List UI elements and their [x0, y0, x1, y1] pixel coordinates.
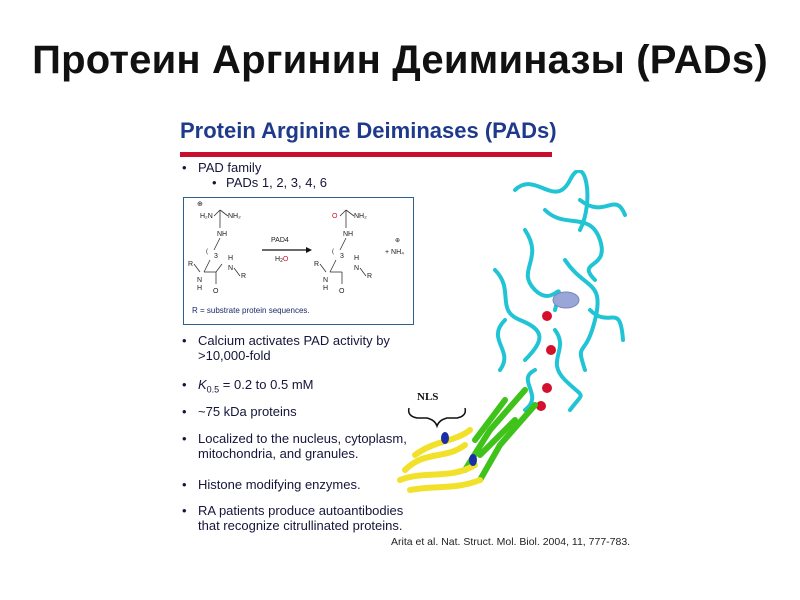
r-note: R = substrate protein sequences. — [192, 306, 310, 315]
svg-text:NH: NH — [217, 231, 228, 238]
svg-text:H: H — [323, 285, 329, 292]
svg-text:O: O — [332, 213, 338, 220]
citation: Arita et al. Nat. Struct. Mol. Biol. 2004, 11, 777-783. — [391, 536, 631, 548]
svg-text:O: O — [339, 288, 345, 295]
bullet-localized-line2: mitochondria, and granules. — [198, 446, 359, 461]
svg-text:3: 3 — [340, 253, 344, 260]
svg-text:N: N — [354, 265, 360, 272]
bullet-calcium-line2: >10,000-fold — [198, 348, 271, 363]
title-underline — [180, 152, 552, 157]
svg-text:NH₂: NH₂ — [228, 213, 241, 220]
svg-text:+ NH₄: + NH₄ — [385, 249, 405, 256]
svg-text:H2O: H2O — [275, 256, 289, 264]
svg-text:(: ( — [206, 249, 208, 255]
svg-text:R: R — [241, 273, 247, 280]
slide-title: Протеин Аргинин Деиминазы (PADs) — [32, 38, 768, 82]
nls-label: NLS — [417, 391, 439, 403]
bullet-ra-line2: that recognize citrullinated proteins. — [198, 518, 403, 533]
reaction-scheme — [183, 197, 414, 325]
protein-structure-image — [395, 170, 635, 525]
svg-text:NH₂: NH₂ — [354, 213, 367, 220]
svg-text:R: R — [314, 261, 320, 268]
svg-text:O: O — [213, 288, 219, 295]
bullet-calcium — [180, 333, 418, 363]
bullet-histone: • Histone modifying enzymes. — [180, 477, 418, 492]
bullet-k05 — [180, 377, 418, 398]
svg-text:⊕: ⊕ — [197, 201, 203, 208]
svg-text:N: N — [228, 265, 234, 272]
svg-text:H: H — [228, 255, 234, 262]
k-value: = 0.2 to 0.5 mM — [219, 377, 314, 392]
k-symbol: K — [198, 377, 207, 392]
bullet-pad-members: • PADs 1, 2, 3, 4, 6 — [180, 175, 400, 190]
svg-text:N: N — [197, 277, 203, 284]
svg-text:NH: NH — [343, 231, 354, 238]
bullet-localized — [180, 431, 418, 461]
figure-title: Protein Arginine Deiminases (PADs) — [180, 118, 557, 143]
bullet-ra-line1: RA patients produce autoantibodies — [198, 503, 404, 518]
svg-text:H: H — [197, 285, 203, 292]
svg-text:(: ( — [332, 249, 334, 255]
svg-text:H₂N: H₂N — [200, 213, 213, 220]
svg-text:⊕: ⊕ — [395, 238, 401, 244]
bullet-pad-family: • PAD family — [180, 160, 400, 175]
bullet-calcium-line1: Calcium activates PAD activity by — [198, 333, 390, 348]
svg-text:R: R — [367, 273, 373, 280]
bullet-kda: • ~75 kDa proteins — [180, 404, 418, 419]
svg-text:3: 3 — [214, 253, 218, 260]
bullet-list-top — [180, 160, 400, 190]
svg-text:H: H — [354, 255, 360, 262]
svg-text:PAD4: PAD4 — [271, 237, 289, 244]
k-subscript: 0.5 — [206, 384, 220, 395]
svg-text:N: N — [323, 277, 329, 284]
bullet-localized-line1: Localized to the nucleus, cytoplasm, — [198, 431, 407, 446]
svg-text:R: R — [188, 261, 194, 268]
bullet-ra — [180, 503, 418, 533]
